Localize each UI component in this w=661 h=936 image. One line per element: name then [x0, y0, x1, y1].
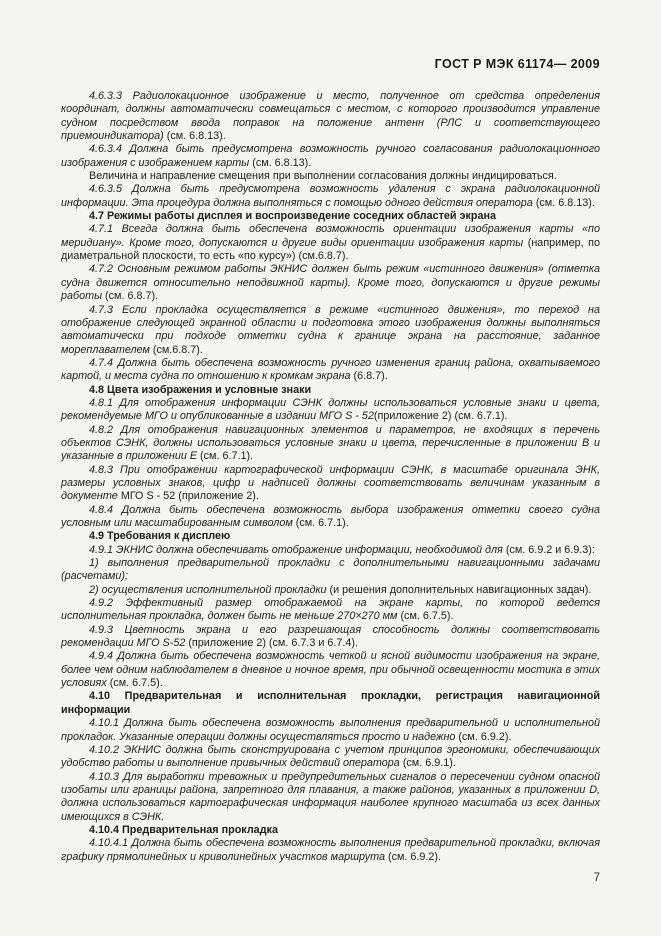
clause-4.10.4.1: [61, 837, 600, 864]
text-run: МГО S - 52 (приложение 2).: [120, 490, 259, 503]
heading-4.7: [61, 210, 600, 223]
text-run: (и решения дополнительных навигационных задач).: [329, 583, 592, 596]
text-run: 4.8.4 Должна быть обеспечена возможность выбора изображения отметки своего судна условным или масштабированным символом: [61, 503, 600, 529]
clause-4.6.3.4: [61, 143, 600, 170]
text-run: 1) выполнения предварительной прокладки с дополнительными навигационными задачами (расчетами);: [61, 557, 600, 583]
text-run: 4.10.1 Должна быть обеспечена возможность выполнения предварительной и исполнительной прокладок. Указанные операции должны осуществляться просто и надежно: [61, 717, 600, 743]
document-header: ГОСТ Р МЭК 61174— 2009: [434, 57, 600, 71]
clause-4.9.2: [61, 597, 600, 624]
text-run: (см. 6.7.5).: [400, 610, 454, 623]
text-run: 4.6.3.5 Должна быть предусмотрена возможность удаления с экрана радиолокационной информации. Эта процедура должна выполняться с помощью одного действия оператора: [61, 183, 600, 209]
clause-4.9.3: [61, 624, 600, 651]
text-run: (см. 6.9.1).: [402, 757, 456, 770]
text-run: 4.9.1 ЭКНИС должна обеспечивать отображение информации, необходимой для: [89, 543, 506, 556]
clause-4.8.1: [61, 397, 600, 424]
clause-4.10.3: [61, 771, 600, 824]
text-run: (см. 6.8.13).: [535, 196, 595, 209]
text-run: 4.9.3 Цветность экрана и его разрешающая способность должны соответствовать рекомендации МГО S-52: [61, 623, 600, 650]
clause-4.9.4: [61, 650, 600, 690]
text-run: 4.7.2 Основным режимом работы ЭКНИС должен быть режим «истинного движения» (отметка судна движется относительно неподвижной карты). Кроме того, допускаются и другие режимы работы: [61, 263, 600, 303]
text-run: 4.9 Требования к дисплею: [89, 530, 231, 543]
text-run: (см. 6.8.7).: [105, 290, 159, 303]
text-run: 4.7.1 Всегда должна быть обеспечена возможность ориентации изображения карты «по меридиану». Кроме того, допускаются и другие виды ориентации изображения карты: [61, 223, 600, 249]
text-run: 4.9.2 Эффективный размер отображаемой на экране карты, по которой ведется исполнительная прокладка, должен быть не меньше 270×270 мм: [61, 597, 600, 623]
heading-4.8: [61, 384, 600, 397]
clause-4.6.3.5: [61, 183, 600, 210]
text-run: 4.10.3 Для выработки тревожных и предупредительных сигналов о пересечении судном опасной изобаты или границы района, запретного для плавания, а также районов, указанных в приложении D, должна использоваться картографическая информация наиболее крупного масштаба из всех данных имеющихся в СЭНК.: [61, 770, 600, 823]
text-run: 4.6.3.4 Должна быть предусмотрена возможность ручного согласования радиолокационного изображения с изображением карты: [61, 143, 600, 169]
text-run: 4.8.1 Для отображения информации СЭНК должны использоваться условные знаки и цвета, рекомендуемые МГО и опубликованные в издании МГО S - 52: [61, 396, 600, 423]
text-run: (см. 6.9.2).: [387, 850, 442, 863]
text-run: Величина и направление смещения при выполнении согласования должны индицироваться.: [89, 170, 557, 183]
page-number: 7: [593, 871, 600, 884]
text-run: (см. 6.8.13).: [252, 156, 312, 169]
text-run: (см. 6.9.2 и 6.9.3):: [505, 543, 595, 556]
clause-4.7.1: [61, 223, 600, 263]
clause-4.8.2: [61, 424, 600, 464]
text-run: 4.7 Режимы работы дисплея и воспроизведение соседних областей экрана: [89, 210, 497, 223]
clause-4.8.4: [61, 504, 600, 531]
document-body: [61, 90, 600, 864]
text-run: 4.10.4 Предварительная прокладка: [89, 823, 278, 836]
text-run: 4.8.2 Для отображения навигационных элементов и параметров, не входящих в перечень объектов СЭНК, должны использоваться условные знаки и цвета, перечисленные в приложении В и указанные в приложении Е: [61, 423, 600, 463]
text-run: (например, по диаметральной плоскости, то есть «по курсу») (см.6.8.7).: [61, 236, 600, 263]
text-run: (см. 6.7.1).: [295, 517, 349, 529]
text-run: 4.10 Предварительная и исполнительная прокладки, регистрация навигационной информации: [61, 690, 600, 716]
text-run: (см. 6.8.13).: [166, 130, 226, 143]
clause-4.8.3: [61, 464, 600, 504]
text-run: 4.6.3.3 Радиолокационное изображение и место, полученное от средства определения координат, должны автоматически совмещаться с местом, с которого производится управление судном посредством ввода поправок на положение антенн (РЛС и соответствующего приемоиндикатора): [61, 90, 600, 143]
clause-4.7.3: [61, 304, 600, 357]
clause-4.9.1: [61, 544, 600, 557]
clause-4.7.4: [61, 357, 600, 384]
text-run: 4.10.2 ЭКНИС должна быть сконструирована с учетом принципов эргономики, обеспечивающих удобство работы и выполнение привычных действий оператора: [61, 743, 600, 770]
text-run: 2) осуществления исполнительной прокладки: [89, 583, 330, 596]
text-run: 4.7.3 Если прокладка осуществляется в режиме «истинного движения», то переход на отображение следующей экранной области и подготовка этого изображения должны выполняться автоматически при подходе отметки судна к границе экрана на расстояние, заданное мореплавателем: [61, 303, 600, 356]
text-run: 4.8 Цвета изображения и условные знаки: [89, 383, 312, 396]
clause-4.7.2: [61, 263, 600, 303]
heading-4.10: [61, 690, 600, 717]
text-run: (см. 6.7.1).: [200, 450, 254, 463]
clause-4.6.3.4-note: [61, 170, 600, 183]
text-run: (6.8.7).: [353, 370, 388, 383]
text-run: (см.6.8.7).: [152, 343, 203, 356]
clause-4.6.3.3: [61, 90, 600, 143]
list-item-2: [61, 584, 600, 597]
text-run: 4.8.3 При отображении картографической информации СЭНК, в масштабе оригинала ЭНК, размеры условных знаков, цифр и надписей должны соответствовать величинам указанным в документе: [61, 463, 600, 503]
clause-4.10.2: [61, 744, 600, 771]
text-run: 4.10.4.1 Должна быть обеспечена возможность выполнения предварительной прокладки, включая графику прямолинейных и криволинейных участков маршрута: [61, 837, 600, 863]
text-run: (см. 6.7.5).: [109, 677, 163, 690]
text-run: 4.9.4 Должна быть обеспечена возможность четкой и ясной видимости изображения на экране, более чем одним наблюдателем в дневное и ночное время, при обычной освещенности мостика в этих условиях: [61, 650, 600, 690]
text-run: (приложение 2) (см. 6.7.3 и 6.7.4).: [188, 637, 359, 650]
clause-4.10.1: [61, 717, 600, 744]
text-run: (приложение 2) (см. 6.7.1).: [373, 410, 508, 423]
heading-4.9: [61, 530, 600, 543]
text-run: 4.7.4 Должна быть обеспечена возможность ручного изменения границ района, охватываемого картой, и места судна по отношению к кромкам экрана: [61, 356, 600, 383]
text-run: (см. 6.9.2).: [458, 730, 512, 743]
heading-4.10.4: [61, 824, 600, 837]
list-item-1: [61, 557, 600, 584]
